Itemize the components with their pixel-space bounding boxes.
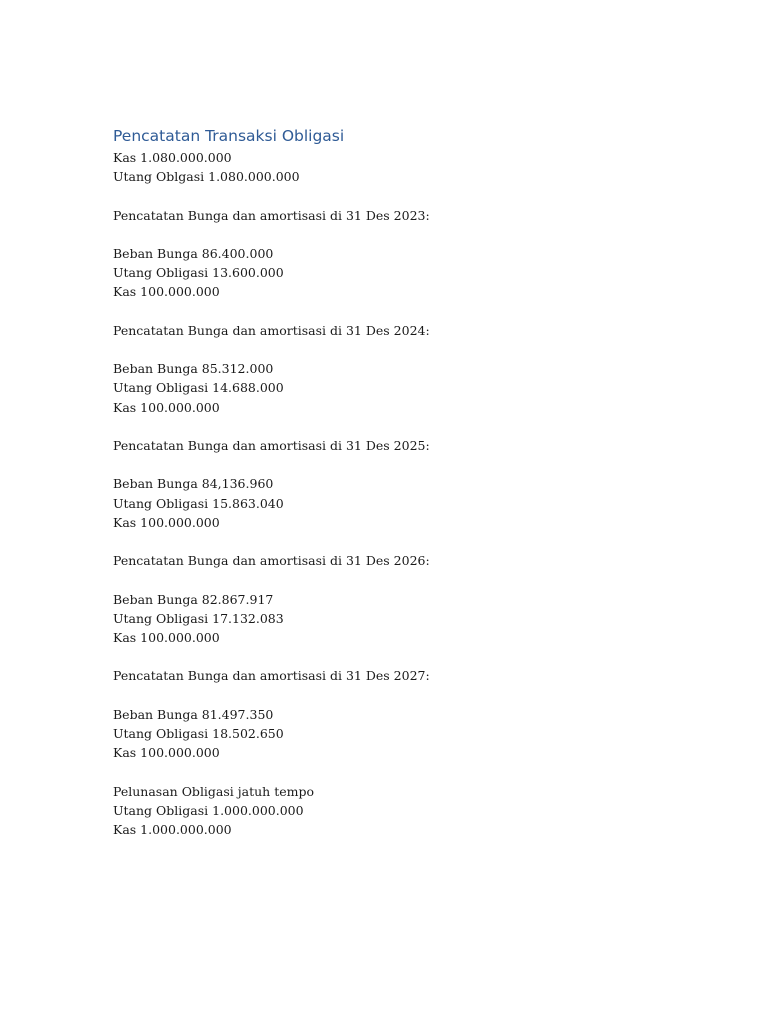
blank-line	[113, 225, 673, 244]
section-heading: Pencatatan Bunga dan amortisasi di 31 Des 2027:	[113, 668, 430, 684]
journal-line: Kas 100.000.000	[113, 514, 220, 530]
journal-line: Kas 1.000.000.000	[113, 821, 232, 837]
blank-line	[113, 762, 673, 781]
section-heading: Pencatatan Bunga dan amortisasi di 31 Des 2026:	[113, 553, 430, 569]
section-heading: Pencatatan Bunga dan amortisasi di 31 Des 2023:	[113, 207, 430, 223]
journal-line: Utang Obligasi 17.132.083	[113, 610, 284, 626]
blank-line	[113, 417, 673, 436]
blank-line	[113, 455, 673, 474]
section-heading: Pencatatan Bunga dan amortisasi di 31 Des 2024:	[113, 322, 430, 338]
journal-line: Kas 1.080.000.000	[113, 150, 232, 165]
journal-line: Beban Bunga 84,136.960	[113, 476, 274, 492]
journal-line: Beban Bunga 86.400.000	[113, 245, 274, 261]
journal-line: Beban Bunga 81.497.350	[113, 706, 274, 722]
journal-line: Beban Bunga 85.312.000	[113, 361, 274, 377]
journal-line: Beban Bunga 82.867.917	[113, 591, 274, 607]
blank-line	[113, 340, 673, 359]
blank-line	[113, 186, 673, 205]
blank-line	[113, 647, 673, 666]
journal-line: Utang Obligasi 18.502.650	[113, 725, 284, 741]
blank-line	[113, 532, 673, 551]
blank-line	[113, 686, 673, 705]
section-heading: Pelunasan Obligasi jatuh tempo	[113, 783, 315, 799]
journal-line: Kas 100.000.000	[113, 629, 220, 645]
journal-line: Kas 100.000.000	[113, 284, 220, 300]
document-title: Pencatatan Transaksi Obligasi	[113, 127, 345, 145]
journal-line: Utang Obligasi 13.600.000	[113, 265, 284, 281]
blank-line	[113, 570, 673, 589]
journal-line: Utang Obligasi 15.863.040	[113, 495, 284, 511]
journal-line: Kas 100.000.000	[113, 745, 220, 761]
journal-line: Utang Oblgasi 1.080.000.000	[113, 169, 300, 185]
journal-line: Utang Obligasi 14.688.000	[113, 380, 284, 396]
journal-line: Kas 100.000.000	[113, 399, 220, 415]
journal-line: Utang Obligasi 1.000.000.000	[113, 802, 304, 818]
section-heading: Pencatatan Bunga dan amortisasi di 31 Des 2025:	[113, 437, 430, 453]
document-body	[113, 124, 673, 839]
blank-line	[113, 302, 673, 321]
